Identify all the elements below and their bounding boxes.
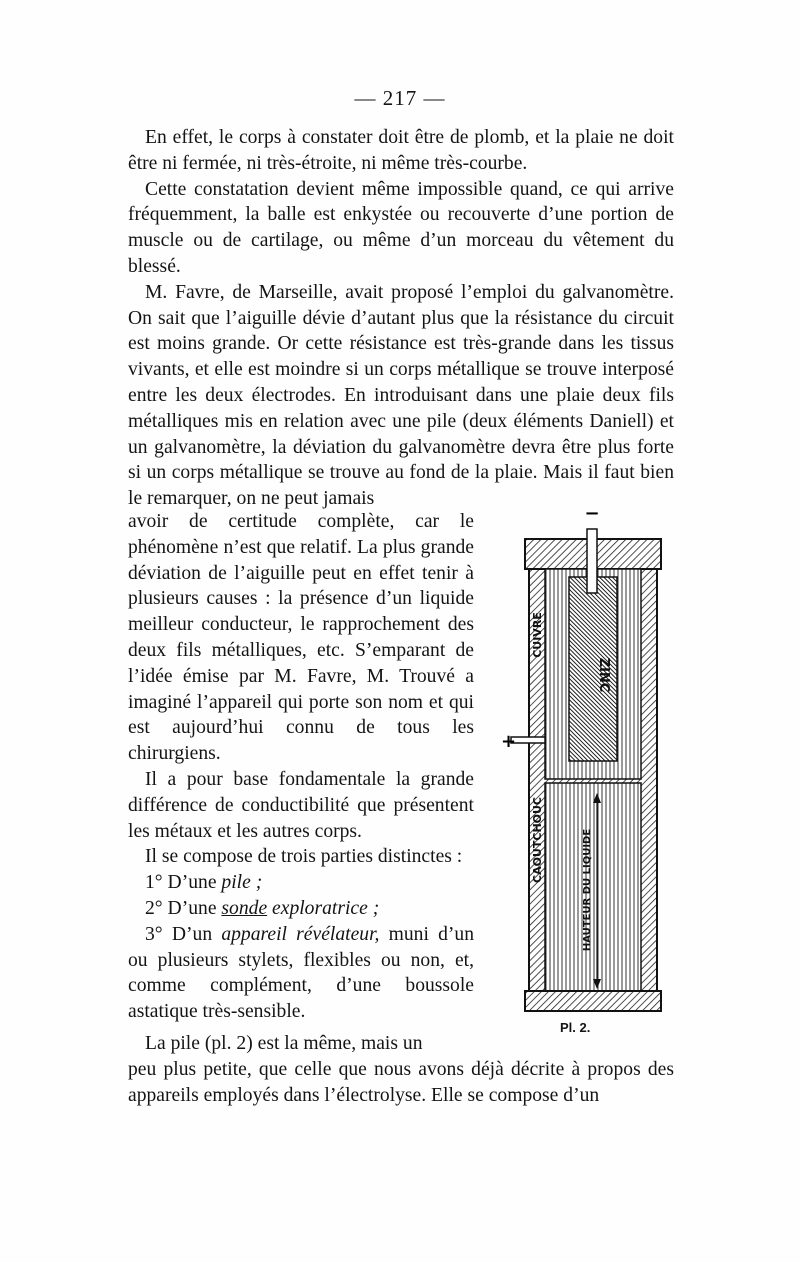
paragraph-6-start: La pile (pl. 2) est la même, mais un xyxy=(145,1033,423,1054)
plus-terminal-wire xyxy=(511,737,545,743)
copper-label: CUIVRE xyxy=(531,612,544,658)
rubber-label: CAOUTCHOUC xyxy=(531,796,544,884)
page-number: — 217 — xyxy=(354,86,446,110)
list-item-3-rest: muni d’un ou plusieurs stylets, flexibles ou non, et, comme complément, d’une boussole astatique très-sensible. xyxy=(128,923,475,1023)
list-item-3-pre: D’un xyxy=(171,923,213,945)
paragraph-3-continued: avoir de certitude complète, car le phénomène n’est que relatif. La plus grande déviation de l’aiguille peut en effet tenir à plusieurs causes : la présence d’un liquide meilleur conducteur, le rapprochement des deux fils métalliques, etc. S’emparant de l’idée émise par M. Favre, M. Trouvé a imaginé l’appareil qui porte son nom et qui est aujourd’hui connu de tous les chirurgiens. xyxy=(128,511,474,765)
list-item-2-term-b: exploratrice ; xyxy=(272,897,380,919)
plus-terminal-label: + xyxy=(501,731,517,752)
bottom-band xyxy=(525,991,661,1011)
terminal-rod xyxy=(587,529,597,593)
list-item-1-term: pile ; xyxy=(221,872,263,894)
list-item-2-pre: D’une xyxy=(167,897,217,919)
list-item-3 xyxy=(128,922,474,1025)
main-text-wrapped xyxy=(128,509,474,1025)
minus-terminal-label: − xyxy=(584,505,600,524)
zinc-label: ZINC xyxy=(596,657,611,693)
paragraph-5: Il se compose de trois parties distinctes : xyxy=(145,846,463,868)
list-item-2 xyxy=(128,896,474,922)
list-item-3-term: appareil révélateur, xyxy=(221,923,380,945)
paragraph-6-end: peu plus petite, que celle que nous avons déjà décrite à propos des appareils employés dans l’électrolyse. Elle se compose d’un xyxy=(128,1059,674,1106)
list-item-2-term-a: sonde xyxy=(221,897,268,919)
list-item-1 xyxy=(128,870,474,896)
battery-cell-figure xyxy=(497,505,675,1015)
paragraph-3: M. Favre, de Marseille, avait proposé l’emploi du galvanomètre. On sait que l’aiguille dévie d’autant plus que la résistance du circuit est moins grande. Or cette résistance est très-grande dans les tissus vivants, et elle est moindre si un corps métallique se trouve interposé entre les deux électrodes. En introduisant dans une plaie deux fils métalliques mis en relation avec une pile (deux éléments Daniell) et un galvanomètre, la déviation du galvanomètre devra être plus forte si un corps métallique se trouve au fond de la plaie. Mais il faut bien le remarquer, on ne peut jamais xyxy=(128,281,674,510)
paragraph-4: Il a pour base fondamentale la grande différence de conductibilité que présentent les métaux et les autres corps. xyxy=(128,768,474,842)
list-item-3-number: 3° xyxy=(145,923,163,945)
liquid-height-label: HAUTEUR DU LIQUIDE xyxy=(582,828,593,952)
paragraph-2: Cette constatation devient même impossible quand, ce qui arrive fréquemment, la balle est enkystée ou recouverte d’une portion de muscle ou de cartilage, ou même d’un morceau du vêtement du blessé. xyxy=(128,178,674,277)
main-text-top xyxy=(128,125,674,512)
figure-caption: Pl. 2. xyxy=(560,1020,591,1035)
list-item-2-number: 2° xyxy=(145,897,163,919)
list-item-1-number: 1° xyxy=(145,872,163,894)
liquid-chamber xyxy=(545,783,641,993)
paragraph-1: En effet, le corps à constater doit être de plomb, et la plaie ne doit être ni fermée, ni très-étroite, ni même très-courbe. xyxy=(128,127,674,174)
list-item-1-pre: D’une xyxy=(167,872,217,894)
